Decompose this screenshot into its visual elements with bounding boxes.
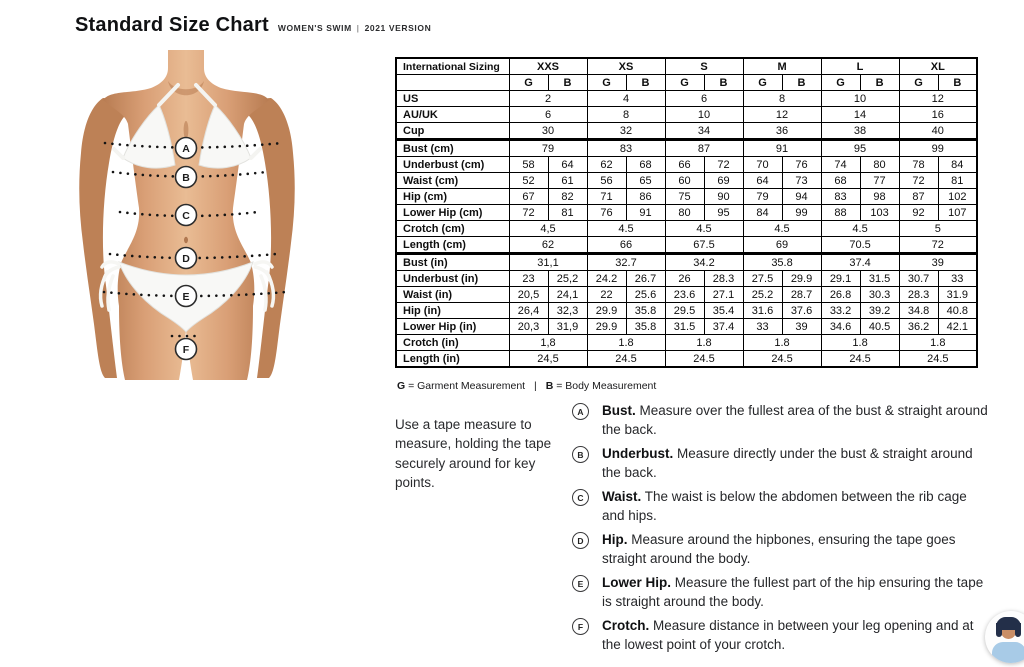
- guide-text: Underbust. Measure directly under the bust & straight around the back.: [602, 446, 973, 480]
- size-value-body: 33: [938, 271, 977, 287]
- size-value-garment: 26.8: [821, 287, 860, 303]
- size-value-garment: 72: [899, 173, 938, 189]
- measuring-intro-text: Use a tape measure to measure, holding the tape securely around for key points.: [395, 416, 552, 490]
- size-value: 67.5: [665, 237, 743, 254]
- size-value-body: 35.4: [704, 303, 743, 319]
- size-value-body: 68: [626, 157, 665, 173]
- size-value: 10: [665, 107, 743, 123]
- size-value-body: 107: [938, 205, 977, 221]
- table-row: [396, 91, 977, 107]
- avatar-hair-right: [1015, 623, 1021, 637]
- measure-guide-item: [572, 444, 1002, 482]
- letter-badge: D: [572, 532, 589, 549]
- footnote-b-text: = Body Measurement: [556, 380, 657, 392]
- size-value-body: 32,3: [548, 303, 587, 319]
- size-column-header: XS: [587, 58, 665, 75]
- size-value-garment: 31.5: [665, 319, 704, 335]
- garment-subheader: G: [587, 75, 626, 91]
- size-value-body: 94: [782, 189, 821, 205]
- chest-shading: [184, 121, 189, 139]
- size-value-garment: 33.2: [821, 303, 860, 319]
- size-value: 4.5: [665, 221, 743, 237]
- size-value-garment: 23.6: [665, 287, 704, 303]
- table-row: [396, 237, 977, 254]
- size-value-garment: 80: [665, 205, 704, 221]
- size-value-body: 99: [782, 205, 821, 221]
- size-value: 83: [587, 140, 665, 157]
- size-value: 40: [899, 123, 977, 140]
- subtitle-category: WOMEN'S SWIM: [277, 23, 352, 33]
- size-value-body: 40.5: [860, 319, 899, 335]
- row-label: Lower Hip (cm): [396, 205, 509, 221]
- size-value-body: 35.8: [626, 319, 665, 335]
- size-value-garment: 30.7: [899, 271, 938, 287]
- body-subheader: B: [704, 75, 743, 91]
- guide-term: Underbust.: [602, 446, 674, 461]
- size-value-garment: 56: [587, 173, 626, 189]
- row-label: AU/UK: [396, 107, 509, 123]
- table-corner-empty: [396, 75, 509, 91]
- marker-a-letter: A: [182, 142, 190, 155]
- size-column-header: L: [821, 58, 899, 75]
- size-value-garment: 72: [509, 205, 548, 221]
- size-value-garment: 84: [743, 205, 782, 221]
- size-value-garment: 29.9: [587, 303, 626, 319]
- size-value-garment: 66: [665, 157, 704, 173]
- letter-badge: B: [572, 446, 589, 463]
- size-value-body: 37.4: [704, 319, 743, 335]
- row-label: US: [396, 91, 509, 107]
- size-value-garment: 22: [587, 287, 626, 303]
- size-value-garment: 20,5: [509, 287, 548, 303]
- size-value-garment: 62: [587, 157, 626, 173]
- page-subtitle: [278, 23, 431, 33]
- size-value: 37.4: [821, 254, 899, 271]
- size-chart-table: [395, 57, 978, 368]
- size-value: 1.8: [665, 335, 743, 351]
- body-subheader: B: [548, 75, 587, 91]
- size-value: 1,8: [509, 335, 587, 351]
- size-value: 6: [665, 91, 743, 107]
- size-value: 24,5: [509, 351, 587, 368]
- size-value-garment: 67: [509, 189, 548, 205]
- size-value: 8: [743, 91, 821, 107]
- size-value-body: 24,1: [548, 287, 587, 303]
- size-column-header: XXS: [509, 58, 587, 75]
- size-value: 79: [509, 140, 587, 157]
- size-value: 24.5: [587, 351, 665, 368]
- size-value: 1.8: [821, 335, 899, 351]
- row-label: Crotch (in): [396, 335, 509, 351]
- size-value: 35.8: [743, 254, 821, 271]
- size-value: 32: [587, 123, 665, 140]
- guide-term: Lower Hip.: [602, 575, 672, 590]
- measure-guide-list: [572, 401, 1002, 659]
- size-value-garment: 68: [821, 173, 860, 189]
- size-value-body: 28.7: [782, 287, 821, 303]
- size-value-body: 26.7: [626, 271, 665, 287]
- size-value: 91: [743, 140, 821, 157]
- size-value: 24.5: [899, 351, 977, 368]
- size-value-body: 42.1: [938, 319, 977, 335]
- row-label: Cup: [396, 123, 509, 140]
- size-value-garment: 27.5: [743, 271, 782, 287]
- letter-badge: E: [572, 575, 589, 592]
- size-value-body: 29.9: [782, 271, 821, 287]
- table-row: [396, 303, 977, 319]
- size-value: 62: [509, 237, 587, 254]
- size-value-body: 76: [782, 157, 821, 173]
- table-row: [396, 107, 977, 123]
- navel: [184, 237, 188, 243]
- size-value-body: 39: [782, 319, 821, 335]
- row-label: Lower Hip (in): [396, 319, 509, 335]
- size-value-body: 102: [938, 189, 977, 205]
- garment-subheader: G: [665, 75, 704, 91]
- row-label: Length (in): [396, 351, 509, 368]
- size-value-garment: 29.5: [665, 303, 704, 319]
- size-value-body: 25.6: [626, 287, 665, 303]
- table-row: [396, 123, 977, 140]
- size-value: 95: [821, 140, 899, 157]
- size-value-garment: 70: [743, 157, 782, 173]
- size-value: 1.8: [587, 335, 665, 351]
- size-value-body: 91: [626, 205, 665, 221]
- garment-subheader: G: [743, 75, 782, 91]
- size-column-header: XL: [899, 58, 977, 75]
- size-value-garment: 36.2: [899, 319, 938, 335]
- size-value-body: 81: [938, 173, 977, 189]
- size-value: 1.8: [743, 335, 821, 351]
- table-row: [396, 173, 977, 189]
- size-value-garment: 75: [665, 189, 704, 205]
- table-row: [396, 189, 977, 205]
- size-value-garment: 34.8: [899, 303, 938, 319]
- subtitle-separator: |: [356, 23, 360, 33]
- size-value: 24.5: [665, 351, 743, 368]
- size-value-body: 86: [626, 189, 665, 205]
- size-value-garment: 79: [743, 189, 782, 205]
- measure-guide-item: [572, 530, 1002, 568]
- size-value: 36: [743, 123, 821, 140]
- measure-guide-item: [572, 401, 1002, 439]
- size-value-body: 27.1: [704, 287, 743, 303]
- footnote-b-key: B: [545, 380, 554, 392]
- size-value-body: 61: [548, 173, 587, 189]
- letter-badge: C: [572, 489, 589, 506]
- page-header: [75, 14, 431, 37]
- size-value-body: 80: [860, 157, 899, 173]
- size-value-garment: 25.2: [743, 287, 782, 303]
- body-subheader: B: [938, 75, 977, 91]
- size-value-garment: 74: [821, 157, 860, 173]
- size-value-garment: 26,4: [509, 303, 548, 319]
- size-value-garment: 29.1: [821, 271, 860, 287]
- marker-b-letter: B: [182, 171, 190, 184]
- size-value: 4: [587, 91, 665, 107]
- size-value: 87: [665, 140, 743, 157]
- size-value-garment: 33: [743, 319, 782, 335]
- table-row: [396, 254, 977, 271]
- size-value: 72: [899, 237, 977, 254]
- size-value-garment: 31.6: [743, 303, 782, 319]
- size-value: 30: [509, 123, 587, 140]
- row-label: Hip (in): [396, 303, 509, 319]
- size-value-body: 31.5: [860, 271, 899, 287]
- size-value: 4,5: [509, 221, 587, 237]
- row-label: Crotch (cm): [396, 221, 509, 237]
- size-value: 4.5: [743, 221, 821, 237]
- row-label: Length (cm): [396, 237, 509, 254]
- guide-text: Bust. Measure over the fullest area of the bust & straight around the back.: [602, 403, 988, 437]
- footnote-g-text: = Garment Measurement: [408, 380, 526, 392]
- size-value-body: 37.6: [782, 303, 821, 319]
- marker-e-letter: E: [182, 290, 190, 303]
- size-value-body: 31,9: [548, 319, 587, 335]
- size-value: 69: [743, 237, 821, 254]
- table-row: [396, 205, 977, 221]
- size-value-garment: 60: [665, 173, 704, 189]
- measure-guide-item: [572, 573, 1002, 611]
- size-value: 14: [821, 107, 899, 123]
- size-value-garment: 58: [509, 157, 548, 173]
- guide-text: Crotch. Measure distance in between your leg opening and at the lowest point of your crotch.: [602, 618, 974, 652]
- guide-term: Crotch.: [602, 618, 650, 633]
- size-value: 31,1: [509, 254, 587, 271]
- avatar-shirt: [992, 642, 1024, 663]
- size-value-body: 69: [704, 173, 743, 189]
- size-column-header: M: [743, 58, 821, 75]
- size-value-garment: 26: [665, 271, 704, 287]
- body-illustration-svg: [55, 48, 390, 380]
- size-value-body: 65: [626, 173, 665, 189]
- body-subheader: B: [782, 75, 821, 91]
- size-value-garment: 88: [821, 205, 860, 221]
- size-value-body: 30.3: [860, 287, 899, 303]
- guide-text: Lower Hip. Measure the fullest part of the hip ensuring the tape is straight around the body.: [602, 575, 984, 609]
- row-label: Underbust (cm): [396, 157, 509, 173]
- avatar-hair-left: [996, 623, 1002, 637]
- size-value: 1.8: [899, 335, 977, 351]
- size-value-body: 64: [548, 157, 587, 173]
- size-value-garment: 78: [899, 157, 938, 173]
- size-value: 99: [899, 140, 977, 157]
- size-value: 5: [899, 221, 977, 237]
- guide-term: Hip.: [602, 532, 628, 547]
- size-value: 8: [587, 107, 665, 123]
- size-value-garment: 76: [587, 205, 626, 221]
- size-value-garment: 87: [899, 189, 938, 205]
- size-column-header: S: [665, 58, 743, 75]
- table-row: [396, 157, 977, 173]
- size-value: 12: [743, 107, 821, 123]
- size-value: 66: [587, 237, 665, 254]
- size-value-garment: 23: [509, 271, 548, 287]
- row-label: Bust (in): [396, 254, 509, 271]
- table-row: [396, 335, 977, 351]
- size-value-body: 81: [548, 205, 587, 221]
- size-value: 4.5: [821, 221, 899, 237]
- size-value: 70.5: [821, 237, 899, 254]
- body-measurement-illustration: [55, 48, 390, 380]
- size-value-body: 25,2: [548, 271, 587, 287]
- footnote-g-key: G: [397, 380, 406, 392]
- body-subheader: B: [626, 75, 665, 91]
- size-value: 10: [821, 91, 899, 107]
- size-value: 34: [665, 123, 743, 140]
- size-value-body: 39.2: [860, 303, 899, 319]
- size-value-body: 95: [704, 205, 743, 221]
- size-value-body: 77: [860, 173, 899, 189]
- guide-text: Hip. Measure around the hipbones, ensuring the tape goes straight around the body.: [602, 532, 956, 566]
- size-value-garment: 29.9: [587, 319, 626, 335]
- size-value-garment: 28.3: [899, 287, 938, 303]
- row-label: Hip (cm): [396, 189, 509, 205]
- row-label: Waist (cm): [396, 173, 509, 189]
- size-value-garment: 24.2: [587, 271, 626, 287]
- table-corner-label: International Sizing: [396, 58, 509, 75]
- size-value-body: 82: [548, 189, 587, 205]
- size-value: 24.5: [743, 351, 821, 368]
- size-value-garment: 83: [821, 189, 860, 205]
- table-row: [396, 287, 977, 303]
- table-row: [396, 140, 977, 157]
- size-value: 16: [899, 107, 977, 123]
- size-value-garment: 71: [587, 189, 626, 205]
- right-arm: [247, 98, 295, 378]
- marker-d-letter: D: [182, 252, 190, 265]
- size-value-body: 98: [860, 189, 899, 205]
- size-value: 39: [899, 254, 977, 271]
- size-value-garment: 52: [509, 173, 548, 189]
- size-value: 34.2: [665, 254, 743, 271]
- size-value: 4.5: [587, 221, 665, 237]
- guide-term: Bust.: [602, 403, 636, 418]
- subtitle-version: 2021 VERSION: [364, 23, 432, 33]
- size-value-body: 28.3: [704, 271, 743, 287]
- size-value-garment: 20,3: [509, 319, 548, 335]
- size-value-garment: 64: [743, 173, 782, 189]
- size-value-body: 31.9: [938, 287, 977, 303]
- body-subheader: B: [860, 75, 899, 91]
- size-value-body: 84: [938, 157, 977, 173]
- size-value: 32.7: [587, 254, 665, 271]
- size-value-garment: 34.6: [821, 319, 860, 335]
- measure-guide-item: [572, 616, 1002, 654]
- letter-badge: A: [572, 403, 589, 420]
- garment-subheader: G: [899, 75, 938, 91]
- garment-subheader: G: [509, 75, 548, 91]
- size-value: 12: [899, 91, 977, 107]
- row-label: Bust (cm): [396, 140, 509, 157]
- size-value: 38: [821, 123, 899, 140]
- table-row: [396, 319, 977, 335]
- size-value: 6: [509, 107, 587, 123]
- size-value-body: 35.8: [626, 303, 665, 319]
- marker-c-letter: C: [182, 209, 190, 222]
- table-row: [396, 271, 977, 287]
- marker-f-letter: F: [182, 343, 190, 356]
- table-footnote: [397, 380, 656, 392]
- table-row: [396, 351, 977, 368]
- footnote-separator: |: [534, 380, 537, 392]
- guide-term: Waist.: [602, 489, 642, 504]
- size-value-body: 72: [704, 157, 743, 173]
- size-value-body: 90: [704, 189, 743, 205]
- measure-guide-item: [572, 487, 1002, 525]
- size-value-body: 73: [782, 173, 821, 189]
- letter-badge: F: [572, 618, 589, 635]
- table-row: [396, 221, 977, 237]
- page-title: Standard Size Chart: [75, 14, 269, 36]
- garment-subheader: G: [821, 75, 860, 91]
- row-label: Waist (in): [396, 287, 509, 303]
- guide-text: Waist. The waist is below the abdomen between the rib cage and hips.: [602, 489, 967, 523]
- size-value-body: 40.8: [938, 303, 977, 319]
- size-value: 24.5: [821, 351, 899, 368]
- size-value-body: 103: [860, 205, 899, 221]
- row-label: Underbust (in): [396, 271, 509, 287]
- size-value: 2: [509, 91, 587, 107]
- size-value-garment: 92: [899, 205, 938, 221]
